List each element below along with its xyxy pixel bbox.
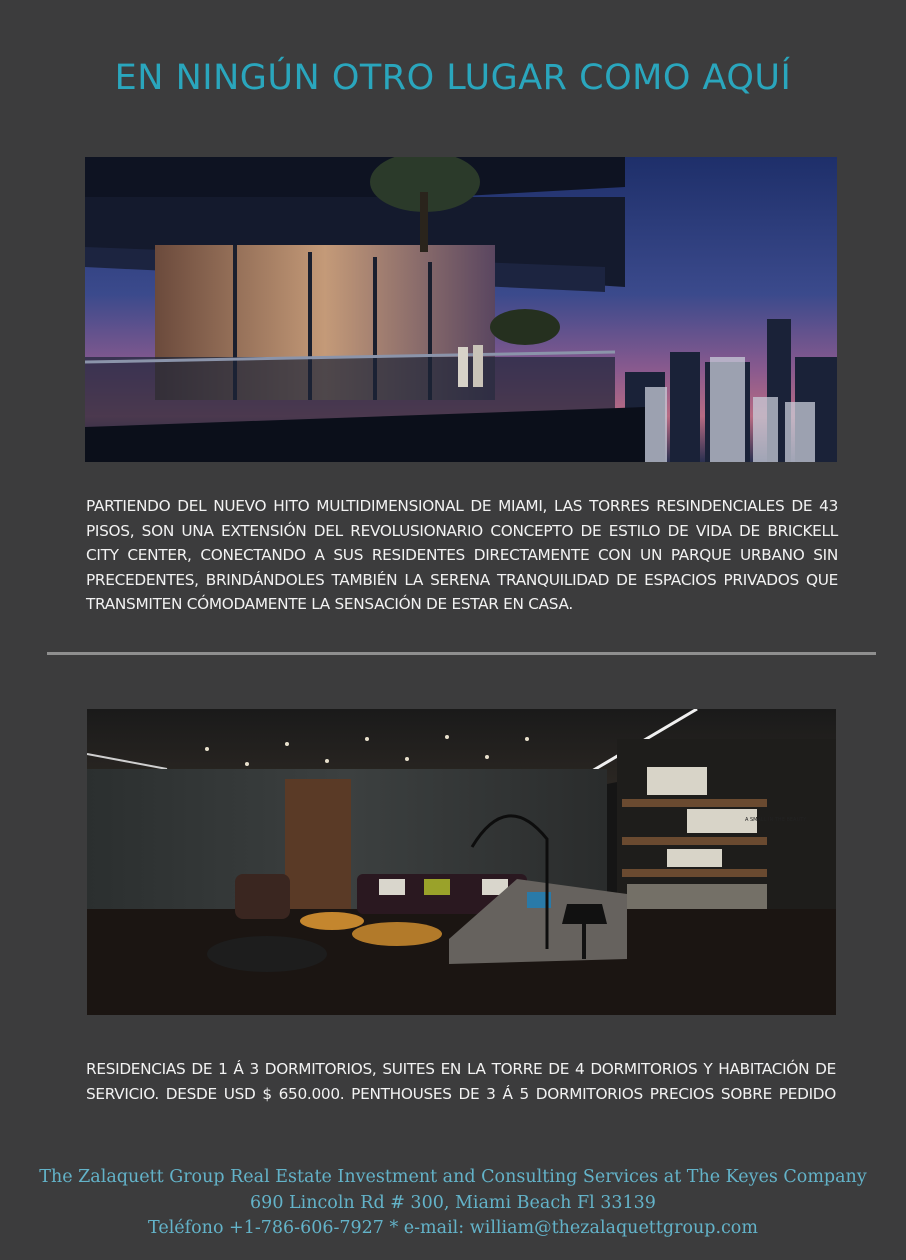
lounge-interior-photo [87, 709, 836, 1015]
residences-paragraph: RESIDENCIAS DE 1 Á 3 DORMITORIOS, SUITES EN LA TORRE DE 4 DORMITORIOS Y HABITACIÓN DE SERVICIO. DESDE USD $ 650.000. PENTHOUSES DE 3 Á 5 DORMITORIOS PRECIOS SOBRE PEDIDO [86, 1060, 836, 1103]
intro-paragraph: PARTIENDO DEL NUEVO HITO MULTIDIMENSIONAL DE MIAMI, LAS TORRES RESINDENCIALES DE 43 PISOS, SON UNA EXTENSIÓN DEL REVOLUSIONARIO CONCEPTO DE ESTILO DE VIDA DE BRICKELL CITY CENTER, CONECTANDO A SUS RESIDENTES DIRECTAMENTE CON UN PARQUE URBANO SIN PRECEDENTES, BRINDÁNDOLES TAMBIÉN LA SERENA TRANQUILIDAD DE ESPACIOS PRIVADOS QUE TRANSMITEN CÓMODAMENTE LA SENSACIÓN DE ESTAR EN CASA. [86, 497, 838, 613]
section-divider [47, 652, 876, 655]
balcony-dusk-photo [85, 157, 837, 462]
book-spine-text: A SMALL IN THE BEAUTY [745, 817, 807, 823]
footer-address: 690 Lincoln Rd # 300, Miami Beach Fl 33139 [250, 1193, 656, 1213]
page-title: EN NINGÚN OTRO LUGAR COMO AQUÍ [114, 58, 792, 98]
footer-contact: Teléfono +1-786-606-7927 * e-mail: william@thezalaquettgroup.com [148, 1218, 758, 1238]
footer-company: The Zalaquett Group Real Estate Investment and Consulting Services at The Keyes Company [39, 1167, 867, 1187]
